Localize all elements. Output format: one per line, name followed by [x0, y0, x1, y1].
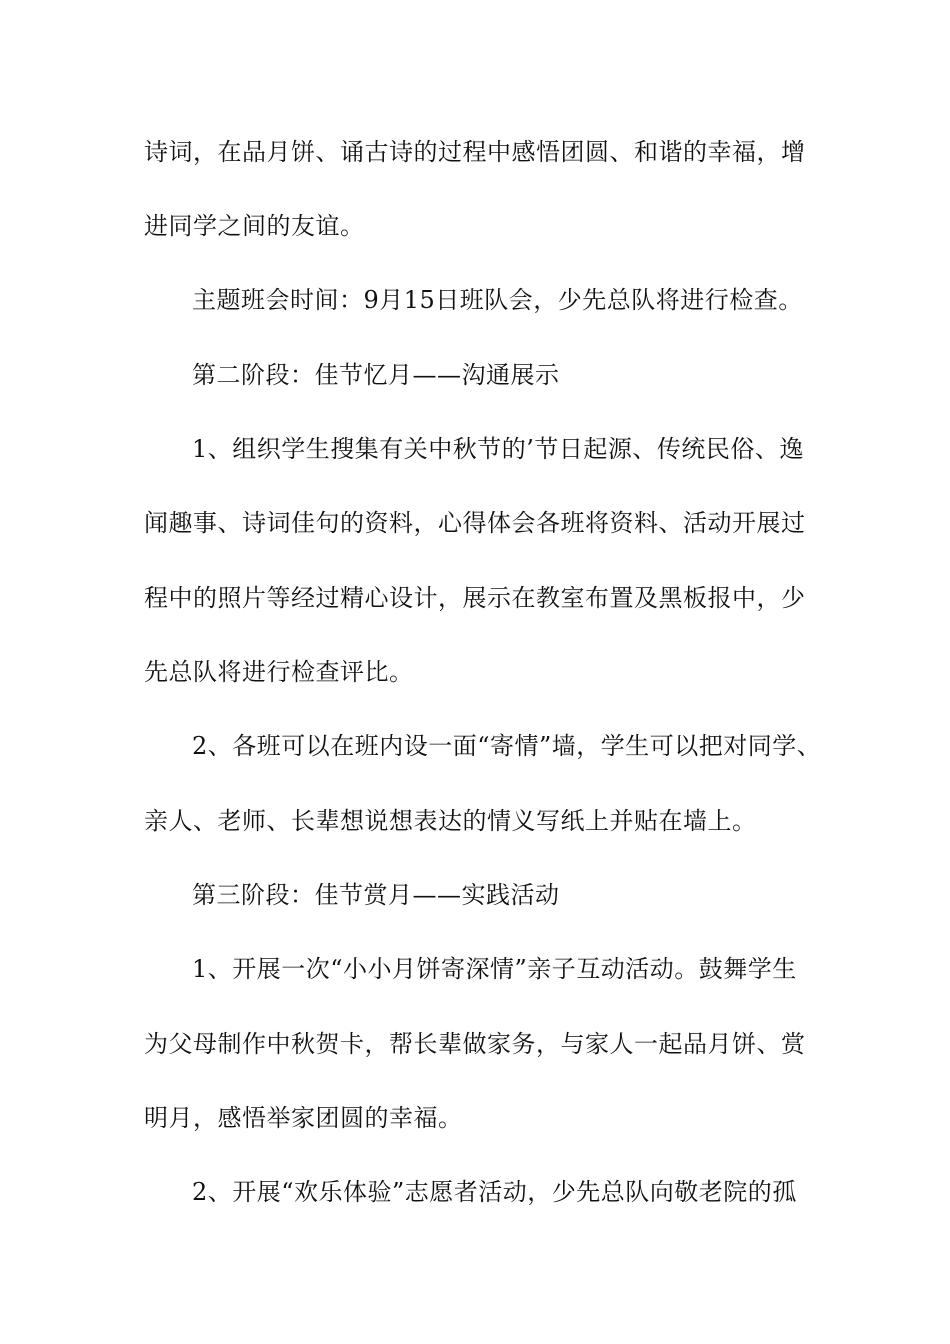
text-line: 先总队将进行检查评比。	[144, 658, 414, 686]
paragraph-line: 1、开展一次“小小月饼寄深情”亲子互动活动。鼓舞学生	[192, 955, 797, 983]
text-line: 进同学之间的友谊。	[144, 212, 365, 240]
paragraph-line: 2、开展“欢乐体验”志愿者活动，少先总队向敬老院的孤	[192, 1178, 797, 1206]
text-line: 亲人、老师、长辈想说想表达的情义写纸上并贴在墙上。	[144, 807, 757, 835]
paragraph-line: 1、组织学生搜集有关中秋节的’节日起源、传统民俗、逸	[192, 435, 804, 463]
section-heading: 第二阶段：佳节忆月——沟通展示	[192, 361, 560, 389]
text-line: 程中的照片等经过精心设计，展示在教室布置及黑板报中，少	[144, 584, 806, 612]
paragraph-line: 2、各班可以在班内设一面“寄情”墙，学生可以把对同学、	[192, 732, 822, 760]
text-line: 为父母制作中秋贺卡，帮长辈做家务，与家人一起品月饼、赏	[144, 1030, 806, 1058]
text-line: 诗词，在品月饼、诵古诗的过程中感悟团圆、和谐的幸福，增	[144, 138, 806, 166]
text-line: 闻趣事、诗词佳句的资料，心得体会各班将资料、活动开展过	[144, 509, 806, 537]
section-heading: 第三阶段：佳节赏月——实践活动	[192, 881, 560, 909]
text-line: 明月，感悟举家团圆的幸福。	[144, 1104, 463, 1132]
paragraph-line: 主题班会时间：9月15日班队会，少先总队将进行检查。	[192, 286, 803, 314]
